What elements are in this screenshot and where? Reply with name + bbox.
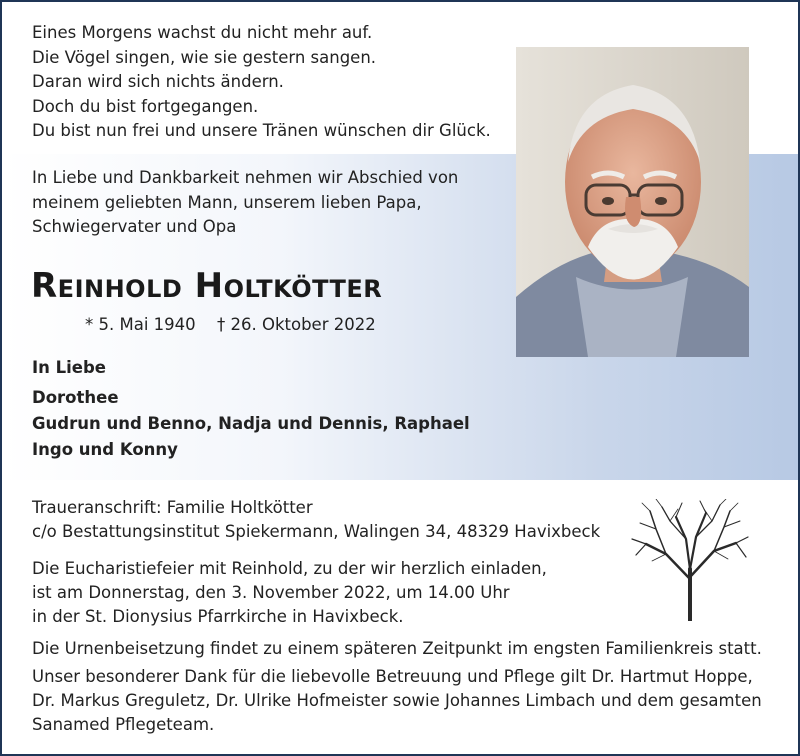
family-line: Dorothee	[32, 388, 119, 407]
thanks-line: Dr. Markus Greguletz, Dr. Ulrike Hofmeister sowie Johannes Limbach und dem gesamten	[32, 691, 762, 710]
intro-text	[32, 166, 458, 240]
poem-line: Eines Morgens wachst du nicht mehr auf.	[32, 23, 373, 42]
birth-date: * 5. Mai 1940	[85, 315, 196, 334]
thanks-text	[32, 665, 762, 737]
address-line: c/o Bestattungsinstitut Spiekermann, Walingen 34, 48329 Havixbeck	[32, 522, 601, 541]
death-date: † 26. Oktober 2022	[217, 315, 376, 334]
portrait-photo	[516, 47, 749, 357]
ceremony-line: ist am Donnerstag, den 3. November 2022, um 14.00 Uhr	[32, 583, 510, 602]
thanks-line: Unser besonderer Dank für die liebevolle Betreuung und Pflege gilt Dr. Hartmut Hoppe,	[32, 667, 753, 686]
family-line: Gudrun und Benno, Nadja und Dennis, Raphael	[32, 414, 470, 433]
address-line: Traueranschrift: Familie Holtkötter	[32, 498, 313, 517]
portrait-image	[516, 47, 749, 357]
intro-line: meinem geliebten Mann, unserem lieben Papa,	[32, 192, 422, 212]
poem-line: Doch du bist fortgegangen.	[32, 96, 259, 116]
poem-line: Daran wird sich nichts ändern.	[32, 72, 284, 91]
ceremony-line: in der St. Dionysius Pfarrkirche in Havixbeck.	[32, 607, 404, 626]
intro-line: In Liebe und Dankbarkeit nehmen wir Abschied von	[32, 168, 459, 187]
ceremony-info	[32, 557, 547, 629]
thanks-line: Sanamed Pflegeteam.	[32, 715, 215, 734]
family-line: Ingo und Konny	[32, 440, 178, 459]
intro-line: Schwiegervater und Opa	[32, 217, 237, 236]
mourning-address	[32, 496, 600, 544]
family-heading: In Liebe	[32, 358, 106, 377]
ceremony-line: Die Eucharistiefeier mit Reinhold, zu der wir herzlich einladen,	[32, 559, 547, 578]
urn-burial-note: Die Urnenbeisetzung findet zu einem späteren Zeitpunkt im engsten Familienkreis statt.	[32, 639, 762, 658]
poem-line: Du bist nun frei und unsere Tränen wünschen dir Glück.	[32, 121, 491, 140]
poem	[32, 21, 491, 144]
poem-line: Die Vögel singen, wie sie gestern sangen.	[32, 47, 377, 67]
tree-icon	[626, 499, 754, 621]
deceased-name: Reinhold Holtkötter	[31, 266, 383, 306]
